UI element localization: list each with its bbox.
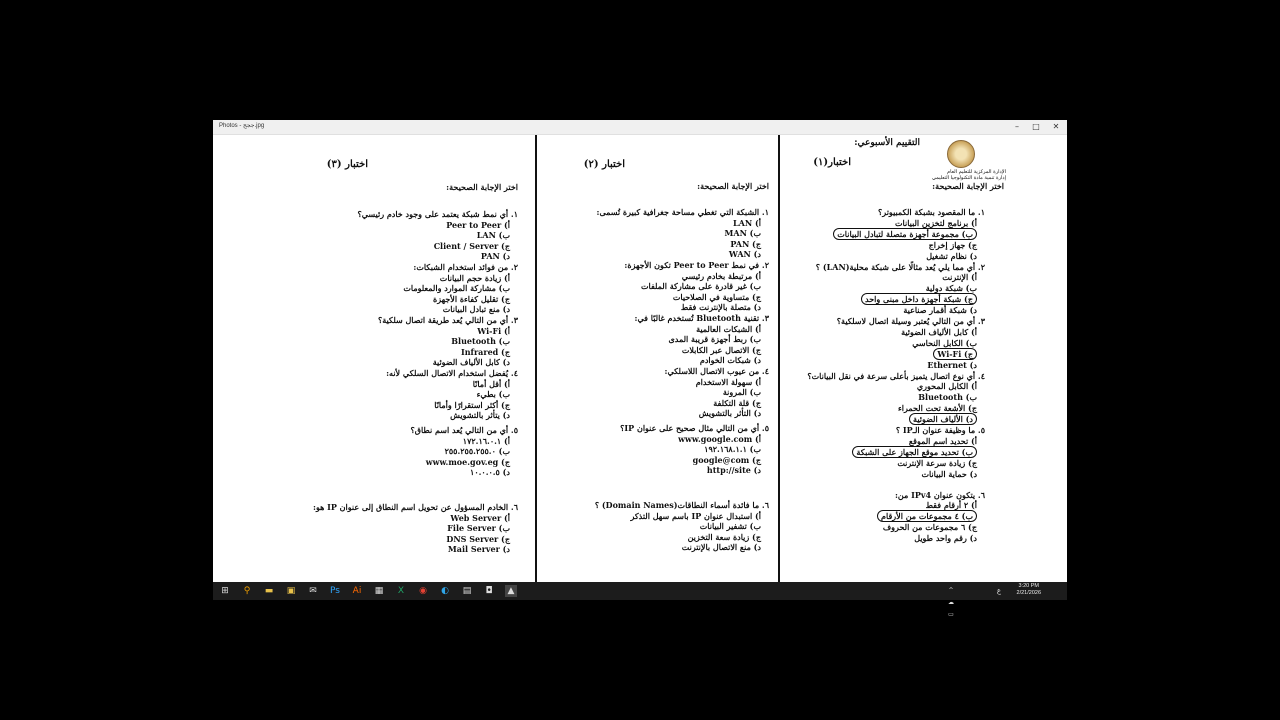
option-label: ج) DNS Server: [446, 533, 510, 544]
option-label: ج) Client / Server: [433, 240, 510, 251]
option-label: أ) Wi-Fi: [477, 325, 510, 336]
calculator-icon[interactable]: ▦: [374, 586, 384, 596]
answer-option: [481, 251, 510, 261]
option-label: د) PAN: [480, 251, 510, 262]
option-label: أ) الشبكات العالمية: [696, 323, 761, 334]
answer-option: [861, 294, 977, 304]
answer-option: [450, 513, 510, 523]
question-text: [411, 425, 518, 435]
option-label: ج) تقليل كفاءة الأجهزة: [433, 293, 510, 304]
question-text: [895, 490, 985, 500]
question-label: ٤. أي نوع اتصال يتميز بأعلى سرعة في نقل البيانات؟: [807, 370, 985, 381]
quiz-instruction: اختر الإجابة الصحيحة:: [697, 181, 769, 191]
answer-option: [433, 357, 510, 367]
option-label: ب) مشاركة الموارد والمعلومات: [403, 283, 510, 294]
answer-option: [929, 240, 977, 250]
question-text: [878, 207, 985, 217]
answer-option: [403, 283, 510, 293]
answer-option: [682, 345, 761, 355]
option-label: د) كابل الألياف الضوئية: [432, 357, 510, 368]
answer-option: [700, 355, 761, 365]
column-divider: [535, 135, 537, 583]
circled-answer: ج) Wi-Fi: [933, 348, 977, 360]
option-label: أ) استبدال عنوان IP باسم سهل التذكر: [630, 510, 761, 521]
ministry-logo-icon: [947, 140, 975, 168]
answer-option: [723, 387, 761, 397]
question-text: [413, 262, 518, 272]
answer-option: [700, 521, 761, 531]
option-label: ب) تشفير البيانات: [699, 521, 761, 532]
answer-option: [448, 544, 510, 554]
question-text: [624, 260, 769, 270]
circled-answer: ب) تحديد موقع الجهاز على الشبكة: [852, 446, 977, 458]
clock-time: 3:20 PM: [1018, 583, 1039, 589]
quiz-1-column: [780, 135, 1067, 583]
answer-option: [673, 292, 761, 302]
question-label: ٥. أي من التالي مثال صحيح على عنوان IP؟: [620, 423, 769, 433]
answer-option: [641, 281, 761, 291]
question-label: ٢. في نمط Peer to Peer تكون الأجهزة:: [624, 260, 769, 270]
option-label: ب) بطيء: [476, 389, 510, 400]
option-label: د) نظام تشغيل: [926, 250, 977, 261]
clock[interactable]: [1017, 583, 1041, 597]
option-label: د) Ethernet: [927, 359, 977, 370]
option-label: ج) الأشعة تحت الحمراء: [897, 403, 977, 414]
answer-option: [451, 336, 510, 346]
clock-date: 2/21/2026: [1016, 590, 1041, 596]
answer-option: [926, 500, 977, 510]
answer-option: [446, 534, 510, 544]
question-text: [807, 371, 985, 381]
option-label: د) http://site: [706, 465, 761, 476]
option-label: د) حماية البيانات: [921, 468, 977, 479]
answer-option: [704, 444, 761, 454]
option-label: أ) www.google.com: [678, 433, 761, 444]
question-text: [313, 502, 518, 512]
answer-option: [470, 467, 510, 477]
taskbar: [213, 582, 1067, 618]
answer-option: [668, 334, 761, 344]
option-label: ب) LAN: [476, 230, 510, 241]
quiz-title: اختبار(١): [813, 157, 851, 168]
option-label: ب) ربط أجهزة قريبة المدى: [668, 334, 761, 345]
answer-option: [901, 327, 977, 337]
circled-answer: د) الألياف الضوئية: [909, 413, 977, 425]
option-label: ب) MAN: [724, 228, 761, 239]
answer-option: [440, 273, 510, 283]
option-label: أ) الكابل المحوري: [916, 381, 977, 392]
question-label: ٢. من فوائد استخدام الشبكات:: [413, 262, 518, 272]
option-label: ج) أكثر استقرارًا وأمانًا: [434, 399, 510, 410]
question-label: ٤. من عيوب الاتصال اللاسلكي:: [664, 366, 769, 376]
answer-option: [926, 283, 977, 293]
option-label: د) يتأثر بالتشويش: [450, 410, 510, 421]
excel-icon[interactable]: X: [397, 586, 405, 596]
question-text: [378, 315, 518, 325]
quiz-instruction: اختر الإجابة الصحيحة:: [932, 181, 1004, 191]
capcut-icon[interactable]: ◘: [485, 586, 493, 596]
question-label: ٣. أي من التالي يُعتبر وسيلة اتصال لاسلكية؟: [836, 316, 985, 326]
quiz-title: اختبار (٣): [326, 159, 368, 170]
answer-option: [883, 522, 977, 532]
question-text: [816, 262, 985, 272]
document-image: [213, 135, 1067, 583]
quiz-title: اختبار (٢): [583, 159, 625, 170]
weekly-assessment-header: التقييم الأسبوعي:: [854, 138, 920, 148]
close-button[interactable]: ✕: [1052, 122, 1060, 131]
option-label: أ) LAN: [733, 217, 761, 228]
edge-icon[interactable]: ◐: [441, 586, 449, 596]
quiz-3-column: [213, 135, 533, 583]
answer-option: [942, 272, 977, 282]
answer-option: [688, 532, 761, 542]
answer-option: [477, 389, 510, 399]
question-label: ٤. يُفضل استخدام الاتصال السلكي لأنه:: [386, 368, 518, 378]
option-label: ب) غير قادرة على مشاركة الملفات: [641, 281, 761, 292]
answer-option: [926, 251, 977, 261]
answer-option: [699, 408, 761, 418]
answer-option: [434, 241, 510, 251]
answer-option: [450, 410, 510, 420]
answer-option: [682, 542, 761, 552]
option-label: د) رقم واحد طويل: [914, 533, 977, 544]
answer-option: [918, 392, 977, 402]
option-label: أ) كابل الألياف الضوئية: [901, 326, 977, 337]
chrome-icon[interactable]: ◉: [419, 586, 427, 596]
option-label: ب) الكابل النحاسي: [912, 337, 977, 348]
option-label: أ) مرتبطة بخادم رئيسي: [681, 270, 761, 281]
answer-option: [909, 414, 977, 424]
option-label: د) WAN: [728, 249, 761, 260]
question-label: ٢. أي مما يلي يُعد مثالًا على شبكة محلية(LAN) ؟: [815, 261, 985, 272]
circled-answer: ج) شبكة أجهزة داخل مبنى واحد: [861, 293, 977, 305]
option-label: أ) ١٧٢.١٦.٠.١: [462, 435, 510, 446]
question-label: ١. أي نمط شبكة يعتمد على وجود خادم رئيسي؟: [357, 209, 518, 219]
photoshop-icon[interactable]: Ps: [330, 586, 340, 596]
option-label: د) شبكة أقمار صناعية: [903, 305, 977, 316]
option-label: ج) زيادة سعة التخزين: [687, 531, 761, 542]
answer-option: [473, 379, 510, 389]
option-label: د) التأثر بالتشويش: [698, 408, 761, 419]
mail-icon[interactable]: ✉: [309, 586, 317, 596]
quiz-2-column: [537, 135, 777, 583]
option-label: ج) ٦ مجموعات من الحروف: [882, 522, 977, 533]
option-label: ج) متساوية في الصلاحيات: [672, 291, 761, 302]
question-text: [358, 209, 519, 219]
answer-option: [445, 446, 510, 456]
answer-option: [898, 403, 977, 413]
question-text: [665, 366, 769, 376]
option-label: ج) قلة التكلفة: [713, 397, 761, 408]
window-title: Photos - ججج.jpg: [219, 123, 265, 129]
search-icon[interactable]: ⚲: [243, 586, 251, 596]
question-label: ٥. أي من التالي يُعد اسم نطاق؟: [410, 425, 518, 435]
answer-option: [678, 434, 761, 444]
illustrator-icon[interactable]: Ai: [352, 586, 362, 596]
answer-option: [729, 249, 761, 259]
option-label: ج) PAN: [730, 238, 761, 249]
answer-option: [461, 347, 510, 357]
answer-option: [917, 381, 977, 391]
answer-option: [733, 218, 761, 228]
question-text: [597, 207, 769, 217]
answer-option: [447, 523, 510, 533]
answer-option: [921, 469, 977, 479]
question-label: ١. ما المقصود بشبكة الكمبيوتر؟: [878, 207, 985, 217]
answer-option: [897, 458, 977, 468]
option-label: ب) Bluetooth: [918, 392, 977, 403]
question-label: ٦. يتكون عنوان IPv4 من:: [894, 489, 985, 500]
option-label: ج) www.moe.gov.eg: [425, 456, 510, 467]
answer-option: [730, 239, 761, 249]
option-label: د) متصلة بالإنترنت فقط: [680, 302, 761, 313]
option-label: ج) جهاز إخراج: [928, 239, 977, 250]
file-explorer-icon[interactable]: ▬: [264, 586, 274, 596]
question-text: [896, 425, 985, 435]
answer-option: [446, 220, 510, 230]
question-label: ٦. ما فائدة أسماء النطاقات(Domain Names) ؟: [594, 500, 769, 510]
option-label: ب) المرونة: [722, 387, 761, 398]
answer-option: [426, 457, 510, 467]
store-icon[interactable]: ▣: [286, 586, 296, 596]
option-label: د) منع الاتصال بالإنترنت: [681, 542, 761, 553]
option-label: ب) File Server: [447, 523, 510, 534]
answer-option: [903, 305, 977, 315]
answer-option: [696, 324, 761, 334]
option-label: أ) أقل أمانًا: [472, 378, 510, 389]
option-label: أ) تحديد اسم الموقع: [908, 435, 977, 446]
answer-option: [707, 465, 761, 475]
answer-option: [912, 338, 977, 348]
option-label: ج) زيادة سرعة الإنترنت: [897, 457, 977, 468]
answer-option: [630, 511, 761, 521]
photos-icon[interactable]: ▲: [505, 585, 517, 597]
question-text: [620, 423, 769, 433]
question-text: [635, 313, 769, 323]
question-label: ٥. ما وظيفة عنوان الـIP ؟: [895, 425, 985, 435]
option-label: أ) برنامج لتخزين البيانات: [895, 217, 977, 228]
start-icon[interactable]: ⊞: [221, 586, 229, 596]
question-label: ٣. أي من التالي يُعد طريقة اتصال سلكية؟: [377, 315, 518, 325]
question-text: [386, 368, 518, 378]
answer-option: [681, 302, 761, 312]
org-line-2: إدارة تنمية مادة التكنولوجيا التعليمي: [932, 175, 1006, 181]
circled-answer: ب) ٤ مجموعات من الأرقام: [877, 510, 977, 522]
answer-option: [682, 271, 761, 281]
answer-option: [852, 447, 977, 457]
answer-option: [463, 436, 510, 446]
question-label: ٣. تقنية Bluetooth تُستخدم غالبًا في:: [634, 313, 769, 323]
app-icon[interactable]: ▤: [462, 586, 472, 596]
option-label: د) ١٠.٠.٠.٥: [470, 467, 510, 478]
option-label: أ) زيادة حجم البيانات: [439, 272, 510, 283]
answer-option: [477, 326, 510, 336]
option-label: ج) google@com: [692, 454, 761, 465]
org-line-1: الإدارة المركزية للتعليم العام: [947, 169, 1006, 175]
option-label: ب) Bluetooth: [451, 336, 510, 347]
answer-option: [909, 436, 977, 446]
answer-option: [477, 230, 510, 240]
answer-option: [895, 218, 977, 228]
option-label: د) شبكات الخوادم: [699, 355, 761, 366]
answer-option: [713, 398, 761, 408]
answer-option: [927, 360, 977, 370]
circled-answer: ب) مجموعة أجهزة متصلة لتبادل البيانات: [833, 228, 977, 240]
answer-option: [833, 229, 977, 239]
option-label: ب) ١٩٢.١٦٨.١.١: [704, 444, 761, 455]
photos-window: [213, 120, 1067, 618]
question-text: [595, 500, 769, 510]
language-indicator[interactable]: ع: [996, 587, 1002, 595]
quiz-instruction: اختر الإجابة الصحيحة:: [446, 182, 518, 192]
answer-option: [443, 304, 510, 314]
option-label: ب) ٢٥٥.٢٥٥.٢٥٥.٠: [444, 446, 510, 457]
answer-option: [725, 228, 761, 238]
window-titlebar: [213, 120, 1067, 135]
question-text: [837, 316, 985, 326]
answer-option: [433, 294, 510, 304]
tray-icons[interactable]: ^ ☁ ▭: [948, 587, 954, 618]
question-label: ٦. الخادم المسؤول عن تحويل اسم النطاق إلى عنوان IP هو:: [313, 502, 518, 512]
minimize-button[interactable]: –: [1015, 122, 1019, 131]
answer-option: [693, 455, 761, 465]
option-label: د) منع تبادل البيانات: [442, 304, 510, 315]
option-label: أ) سهولة الاستخدام: [695, 376, 761, 387]
answer-option: [696, 377, 761, 387]
option-label: أ) Peer to Peer: [446, 219, 510, 230]
option-label: أ) الإنترنت: [942, 272, 977, 283]
answer-option: [933, 349, 977, 359]
question-label: ١. الشبكة التي تغطي مساحة جغرافية كبيرة تُسمى:: [596, 207, 769, 217]
option-label: أ) Web Server: [450, 512, 510, 523]
option-label: ب) شبكة دولية: [925, 283, 977, 294]
option-label: أ) ٢ أرقام فقط: [925, 500, 977, 511]
maximize-button[interactable]: □: [1032, 122, 1040, 131]
answer-option: [877, 511, 977, 521]
answer-option: [914, 533, 977, 543]
option-label: ج) Infrared: [460, 346, 510, 357]
option-label: د) Mail Server: [447, 544, 510, 555]
answer-option: [434, 400, 510, 410]
option-label: ج) الاتصال عبر الكابلات: [681, 344, 761, 355]
column-divider: [778, 135, 780, 583]
